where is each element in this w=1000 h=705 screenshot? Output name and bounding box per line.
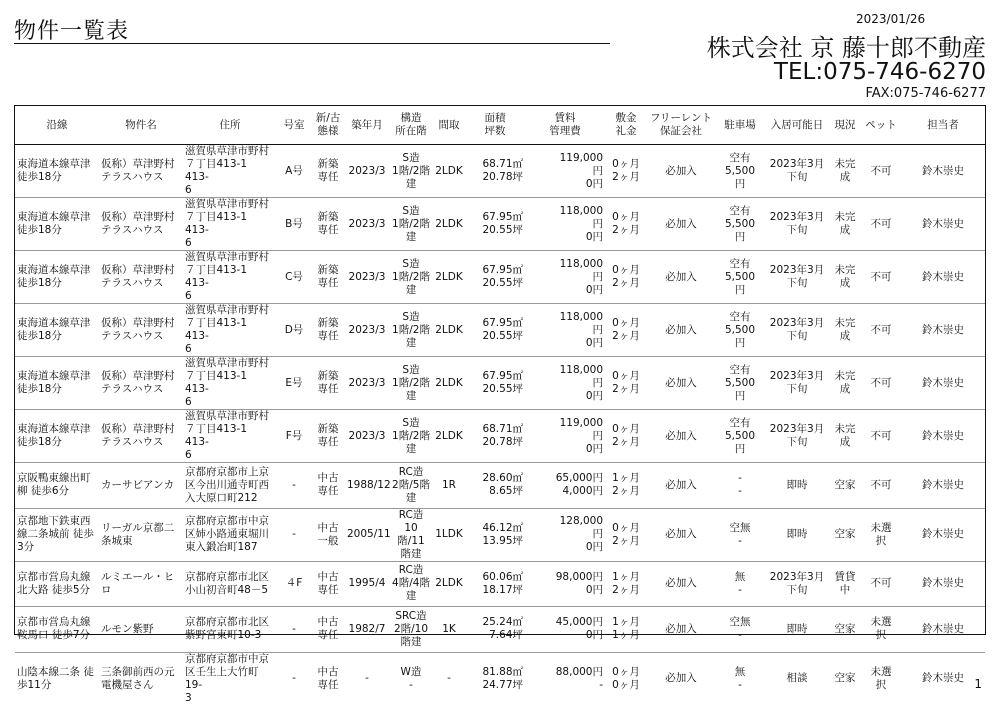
cell-status: 空家 — [829, 463, 861, 509]
cell-move-in: 2023年3月 下旬 — [765, 410, 829, 463]
cell-structure: S造 1階/2階 建 — [389, 357, 433, 410]
cell-pet: 不可 — [861, 198, 901, 251]
column-header-built: 築年月 — [345, 106, 389, 145]
cell-type: 中古 専任 — [317, 665, 339, 691]
cell-rent: 118,000 円 0円 — [525, 304, 605, 357]
cell-line: 京都市営烏丸線 北大路 徒歩5分 — [15, 561, 99, 607]
cell-staff: 鈴木崇史 — [901, 304, 985, 357]
cell-address: 滋賀県草津市野村 ７丁目413-1 413- 6 — [183, 198, 277, 251]
column-header-staff: 担当者 — [901, 106, 985, 145]
column-header-type: 新/古 態様 — [311, 106, 345, 145]
cell-type: 中古 専任 — [311, 463, 345, 509]
cell-guarantee: 必加入 — [647, 561, 715, 607]
table-row — [15, 652, 985, 705]
cell-guarantee: 必加入 — [647, 607, 715, 653]
table-row — [15, 508, 985, 561]
cell-structure: W造 - — [400, 665, 422, 691]
property-table — [15, 106, 985, 705]
cell-guarantee: 必加入 — [647, 357, 715, 410]
cell-room: F号 — [277, 410, 311, 463]
cell-layout: 2LDK — [433, 145, 465, 198]
cell-area: 68.71㎡ 20.78坪 — [465, 410, 525, 463]
column-header-parking: 駐車場 — [715, 106, 765, 145]
cell-line: 東海道本線草津 徒歩18分 — [15, 410, 99, 463]
cell-layout: 2LDK — [433, 198, 465, 251]
cell-room: C号 — [277, 251, 311, 304]
cell-room: - — [277, 607, 311, 653]
cell-address: 滋賀県草津市野村 ７丁目413-1 413- 6 — [183, 251, 277, 304]
cell-move-in: 2023年3月 下旬 — [765, 198, 829, 251]
table-row — [15, 145, 985, 198]
cell-area: 25.24㎡ 7.64坪 — [465, 607, 525, 653]
cell-guarantee: 必加入 — [647, 251, 715, 304]
cell-name: 仮称）草津野村 テラスハウス — [99, 198, 183, 251]
cell-parking: 空有 5,500 円 — [715, 304, 765, 357]
cell-address: 京都府京都市北区 小山初音町48－5 — [183, 561, 277, 607]
cell-line: 京都地下鉄東西 線二条城前 徒歩 3分 — [15, 508, 99, 561]
cell-area: 60.06㎡ 18.17坪 — [465, 561, 525, 607]
cell-layout: 1R — [433, 463, 465, 509]
cell-staff: 鈴木崇史 — [901, 198, 985, 251]
cell-parking: 空有 5,500 円 — [715, 145, 765, 198]
company-tel: TEL:075-746-6270 — [773, 59, 986, 85]
cell-area: 67.95㎡ 20.55坪 — [465, 357, 525, 410]
cell-area: 46.12㎡ 13.95坪 — [465, 508, 525, 561]
cell-built: 2023/3 — [345, 304, 389, 357]
cell-address: 京都府京都市中京 区姉小路通東堀川 東入鍛冶町187 — [183, 508, 277, 561]
cell-deposit: 0ヶ月 2ヶ月 — [605, 198, 647, 251]
cell-guarantee: 必加入 — [647, 304, 715, 357]
column-header-status: 現況 — [829, 106, 861, 145]
column-header-deposit: 敷金 礼金 — [605, 106, 647, 145]
column-header-move-in: 入居可能日 — [765, 106, 829, 145]
column-header-layout: 間取 — [433, 106, 465, 145]
cell-type: 新築 専任 — [311, 145, 345, 198]
cell-pet: 不可 — [861, 463, 901, 509]
cell-staff: 鈴木崇史 — [901, 145, 985, 198]
cell-built: 2023/3 — [345, 251, 389, 304]
cell-built: 2023/3 — [345, 410, 389, 463]
cell-deposit: 0ヶ月 2ヶ月 — [605, 145, 647, 198]
cell-type: 新築 専任 — [311, 251, 345, 304]
cell-name: 仮称）草津野村 テラスハウス — [99, 357, 183, 410]
cell-layout: 2LDK — [433, 304, 465, 357]
cell-guarantee: 必加入 — [647, 145, 715, 198]
cell-parking: 空無 - — [715, 607, 765, 653]
table-row — [15, 304, 985, 357]
cell-line: 東海道本線草津 徒歩18分 — [15, 304, 99, 357]
cell-status: 空家 — [829, 508, 861, 561]
cell-staff: 鈴木崇史 — [901, 410, 985, 463]
cell-deposit: 0ヶ月 2ヶ月 — [605, 508, 647, 561]
cell-area: 81.88㎡ 24.77坪 — [482, 665, 523, 691]
cell-move-in: 即時 — [765, 463, 829, 509]
cell-structure: RC造 2階/5階 建 — [389, 463, 433, 509]
cell-status: 未完 成 — [829, 198, 861, 251]
cell-move-in: 2023年3月 下旬 — [765, 304, 829, 357]
company-name: 株式会社 京 藤十郎不動産 — [706, 34, 986, 62]
cell-type: 新築 専任 — [311, 410, 345, 463]
property-table-wrapper — [14, 105, 986, 704]
cell-parking: 空有 5,500 円 — [715, 251, 765, 304]
cell-line: 東海道本線草津 徒歩18分 — [15, 145, 99, 198]
table-row — [15, 410, 985, 463]
column-header-address: 住所 — [183, 106, 277, 145]
table-row — [15, 463, 985, 509]
column-header-room: 号室 — [277, 106, 311, 145]
cell-rent: 98,000円 0円 — [525, 561, 605, 607]
cell-name: 仮称）草津野村 テラスハウス — [99, 304, 183, 357]
cell-built: 2023/3 — [345, 198, 389, 251]
cell-move-in: 2023年3月 下旬 — [765, 561, 829, 607]
cell-built: 2023/3 — [345, 145, 389, 198]
cell-line: 京都市営烏丸線 鞍馬口 徒歩7分 — [15, 607, 99, 653]
issue-date: 2023/01/26 — [856, 12, 926, 26]
cell-line: 京阪鴨東線出町 柳 徒歩6分 — [15, 463, 99, 509]
cell-structure: SRC造 2階/10 階建 — [389, 607, 433, 653]
cell-structure: RC造 10階/11 階建 — [389, 508, 433, 561]
cell-pet: 未選 択 — [861, 508, 901, 561]
cell-parking: 空有 5,500 円 — [715, 410, 765, 463]
column-header-pet: ペット — [861, 106, 901, 145]
table-row — [15, 251, 985, 304]
cell-name: 三条御前西の元 電機屋さん — [101, 665, 175, 691]
cell-status: 未完 成 — [829, 410, 861, 463]
cell-move-in: 即時 — [765, 607, 829, 653]
cell-room: E号 — [277, 357, 311, 410]
cell-room: - — [277, 463, 311, 509]
cell-built: 1982/7 — [345, 607, 389, 653]
cell-area: 67.95㎡ 20.55坪 — [465, 304, 525, 357]
page-number: 1 — [974, 677, 982, 691]
cell-deposit: 0ヶ月 2ヶ月 — [605, 251, 647, 304]
cell-guarantee: 必加入 — [647, 198, 715, 251]
cell-area: 67.95㎡ 20.55坪 — [465, 198, 525, 251]
cell-line: 東海道本線草津 徒歩18分 — [15, 198, 99, 251]
cell-type: 中古 専任 — [311, 561, 345, 607]
cell-pet: 不可 — [861, 304, 901, 357]
column-header-name: 物件名 — [99, 106, 183, 145]
cell-structure: S造 1階/2階 建 — [389, 251, 433, 304]
cell-parking: 無 - — [734, 665, 746, 691]
cell-room: B号 — [277, 198, 311, 251]
cell-room: - — [292, 672, 296, 685]
table-header-row — [15, 106, 985, 145]
cell-deposit: 1ヶ月 2ヶ月 — [605, 561, 647, 607]
cell-room: A号 — [277, 145, 311, 198]
cell-area: 67.95㎡ 20.55坪 — [465, 251, 525, 304]
cell-layout: 1LDK — [433, 508, 465, 561]
cell-area: 28.60㎡ 8.65坪 — [465, 463, 525, 509]
cell-room: D号 — [277, 304, 311, 357]
cell-rent: 45,000円 0円 — [525, 607, 605, 653]
cell-name: 仮称）草津野村 テラスハウス — [99, 251, 183, 304]
cell-pet: 不可 — [861, 410, 901, 463]
cell-rent: 65,000円 4,000円 — [525, 463, 605, 509]
cell-pet: 不可 — [861, 251, 901, 304]
cell-staff: 鈴木崇史 — [901, 251, 985, 304]
cell-move-in: 相談 — [786, 672, 808, 685]
cell-staff: 鈴木崇史 — [901, 607, 985, 653]
cell-address: 滋賀県草津市野村 ７丁目413-1 413- 6 — [183, 410, 277, 463]
cell-guarantee: 必加入 — [647, 463, 715, 509]
cell-parking: 空有 5,500 円 — [715, 357, 765, 410]
cell-status: 未完 成 — [829, 357, 861, 410]
cell-pet: 不可 — [861, 561, 901, 607]
cell-deposit: 0ヶ月 2ヶ月 — [605, 357, 647, 410]
cell-built: - — [365, 672, 369, 685]
cell-move-in: 即時 — [765, 508, 829, 561]
cell-layout: 1K — [433, 607, 465, 653]
cell-layout: - — [447, 672, 451, 685]
cell-deposit: 0ヶ月 2ヶ月 — [605, 410, 647, 463]
cell-deposit: 1ヶ月 2ヶ月 — [605, 463, 647, 509]
cell-line: 東海道本線草津 徒歩18分 — [15, 251, 99, 304]
table-row — [15, 198, 985, 251]
cell-address: 滋賀県草津市野村 ７丁目413-1 413- 6 — [183, 357, 277, 410]
cell-built: 2005/11 — [345, 508, 389, 561]
cell-room: ４F — [277, 561, 311, 607]
cell-staff: 鈴木崇史 — [901, 463, 985, 509]
cell-address: 滋賀県草津市野村 ７丁目413-1 413- 6 — [183, 304, 277, 357]
cell-guarantee: 必加入 — [665, 672, 697, 685]
cell-parking: 空無 - — [715, 508, 765, 561]
table-row — [15, 357, 985, 410]
cell-name: ルミエール・ヒ ロ — [99, 561, 183, 607]
cell-rent: 119,000 円 0円 — [525, 145, 605, 198]
cell-type: 新築 専任 — [311, 357, 345, 410]
column-header-structure: 構造 所在階 — [389, 106, 433, 145]
cell-status: 空家 — [834, 672, 856, 685]
cell-type: 中古 一般 — [311, 508, 345, 561]
cell-name: カーサビアンカ — [99, 463, 183, 509]
cell-move-in: 2023年3月 下旬 — [765, 145, 829, 198]
cell-rent: 118,000 円 0円 — [525, 251, 605, 304]
cell-area: 68.71㎡ 20.78坪 — [465, 145, 525, 198]
cell-pet: 未選 択 — [870, 665, 892, 691]
cell-deposit: 0ヶ月 0ヶ月 — [612, 665, 640, 691]
cell-built: 1995/4 — [345, 561, 389, 607]
cell-rent: 118,000 円 0円 — [525, 357, 605, 410]
cell-staff: 鈴木崇史 — [901, 508, 985, 561]
cell-structure: S造 1階/2階 建 — [389, 304, 433, 357]
title-underline — [14, 43, 610, 44]
cell-built: 1988/12 — [345, 463, 389, 509]
cell-address: 京都府京都市上京 区今出川通寺町西 入大原口町212 — [183, 463, 277, 509]
cell-parking: - - — [715, 463, 765, 509]
cell-built: 2023/3 — [345, 357, 389, 410]
cell-address: 京都府京都市中京 区壬生上大竹町19- 3 — [185, 652, 269, 704]
cell-layout: 2LDK — [433, 410, 465, 463]
column-header-guarantee: フリーレント 保証会社 — [647, 106, 715, 145]
column-header-area: 面積 坪数 — [465, 106, 525, 145]
cell-line: 山陰本線二条 徒 歩11分 — [17, 665, 94, 691]
cell-layout: 2LDK — [433, 251, 465, 304]
cell-deposit: 0ヶ月 2ヶ月 — [605, 304, 647, 357]
column-header-line: 沿線 — [15, 106, 99, 145]
cell-structure: S造 1階/2階 建 — [389, 198, 433, 251]
cell-room: - — [277, 508, 311, 561]
cell-status: 未完 成 — [829, 251, 861, 304]
page-title: 物件一覧表 — [14, 19, 130, 44]
cell-staff: 鈴木崇史 — [901, 561, 985, 607]
table-row — [15, 607, 985, 653]
cell-layout: 2LDK — [433, 357, 465, 410]
cell-staff: 鈴木崇史 — [901, 357, 985, 410]
cell-deposit: 1ヶ月 1ヶ月 — [605, 607, 647, 653]
cell-pet: 不可 — [861, 357, 901, 410]
cell-status: 未完 成 — [829, 145, 861, 198]
table-row — [15, 561, 985, 607]
table-body — [15, 145, 985, 705]
cell-status: 未完 成 — [829, 304, 861, 357]
cell-line: 東海道本線草津 徒歩18分 — [15, 357, 99, 410]
cell-pet: 未選 択 — [861, 607, 901, 653]
cell-structure: RC造 4階/4階 建 — [389, 561, 433, 607]
column-header-rent: 賃料 管理費 — [525, 106, 605, 145]
cell-rent: 118,000 円 0円 — [525, 198, 605, 251]
cell-address: 京都府京都市北区 紫野宮東町10-3 — [183, 607, 277, 653]
cell-guarantee: 必加入 — [647, 508, 715, 561]
cell-staff: 鈴木崇史 — [922, 672, 964, 685]
cell-rent: 119,000 円 0円 — [525, 410, 605, 463]
cell-rent: 128,000 円 0円 — [525, 508, 605, 561]
cell-parking: 空有 5,500 円 — [715, 198, 765, 251]
cell-name: 仮称）草津野村 テラスハウス — [99, 410, 183, 463]
cell-type: 中古 専任 — [311, 607, 345, 653]
cell-guarantee: 必加入 — [647, 410, 715, 463]
cell-name: 仮称）草津野村 テラスハウス — [99, 145, 183, 198]
cell-name: ルモン紫野 — [99, 607, 183, 653]
cell-structure: S造 1階/2階 建 — [389, 145, 433, 198]
cell-pet: 不可 — [861, 145, 901, 198]
cell-status: 賃貸 中 — [829, 561, 861, 607]
cell-type: 新築 専任 — [311, 304, 345, 357]
cell-structure: S造 1階/2階 建 — [389, 410, 433, 463]
cell-move-in: 2023年3月 下旬 — [765, 357, 829, 410]
cell-move-in: 2023年3月 下旬 — [765, 251, 829, 304]
cell-status: 空家 — [829, 607, 861, 653]
cell-rent: 88,000円 - — [555, 665, 603, 691]
company-fax: FAX:075-746-6277 — [865, 86, 986, 101]
cell-type: 新築 専任 — [311, 198, 345, 251]
cell-layout: 2LDK — [433, 561, 465, 607]
cell-parking: 無 - — [715, 561, 765, 607]
cell-name: リーガル京都二 条城東 — [99, 508, 183, 561]
cell-address: 滋賀県草津市野村 ７丁目413-1 413- 6 — [183, 145, 277, 198]
